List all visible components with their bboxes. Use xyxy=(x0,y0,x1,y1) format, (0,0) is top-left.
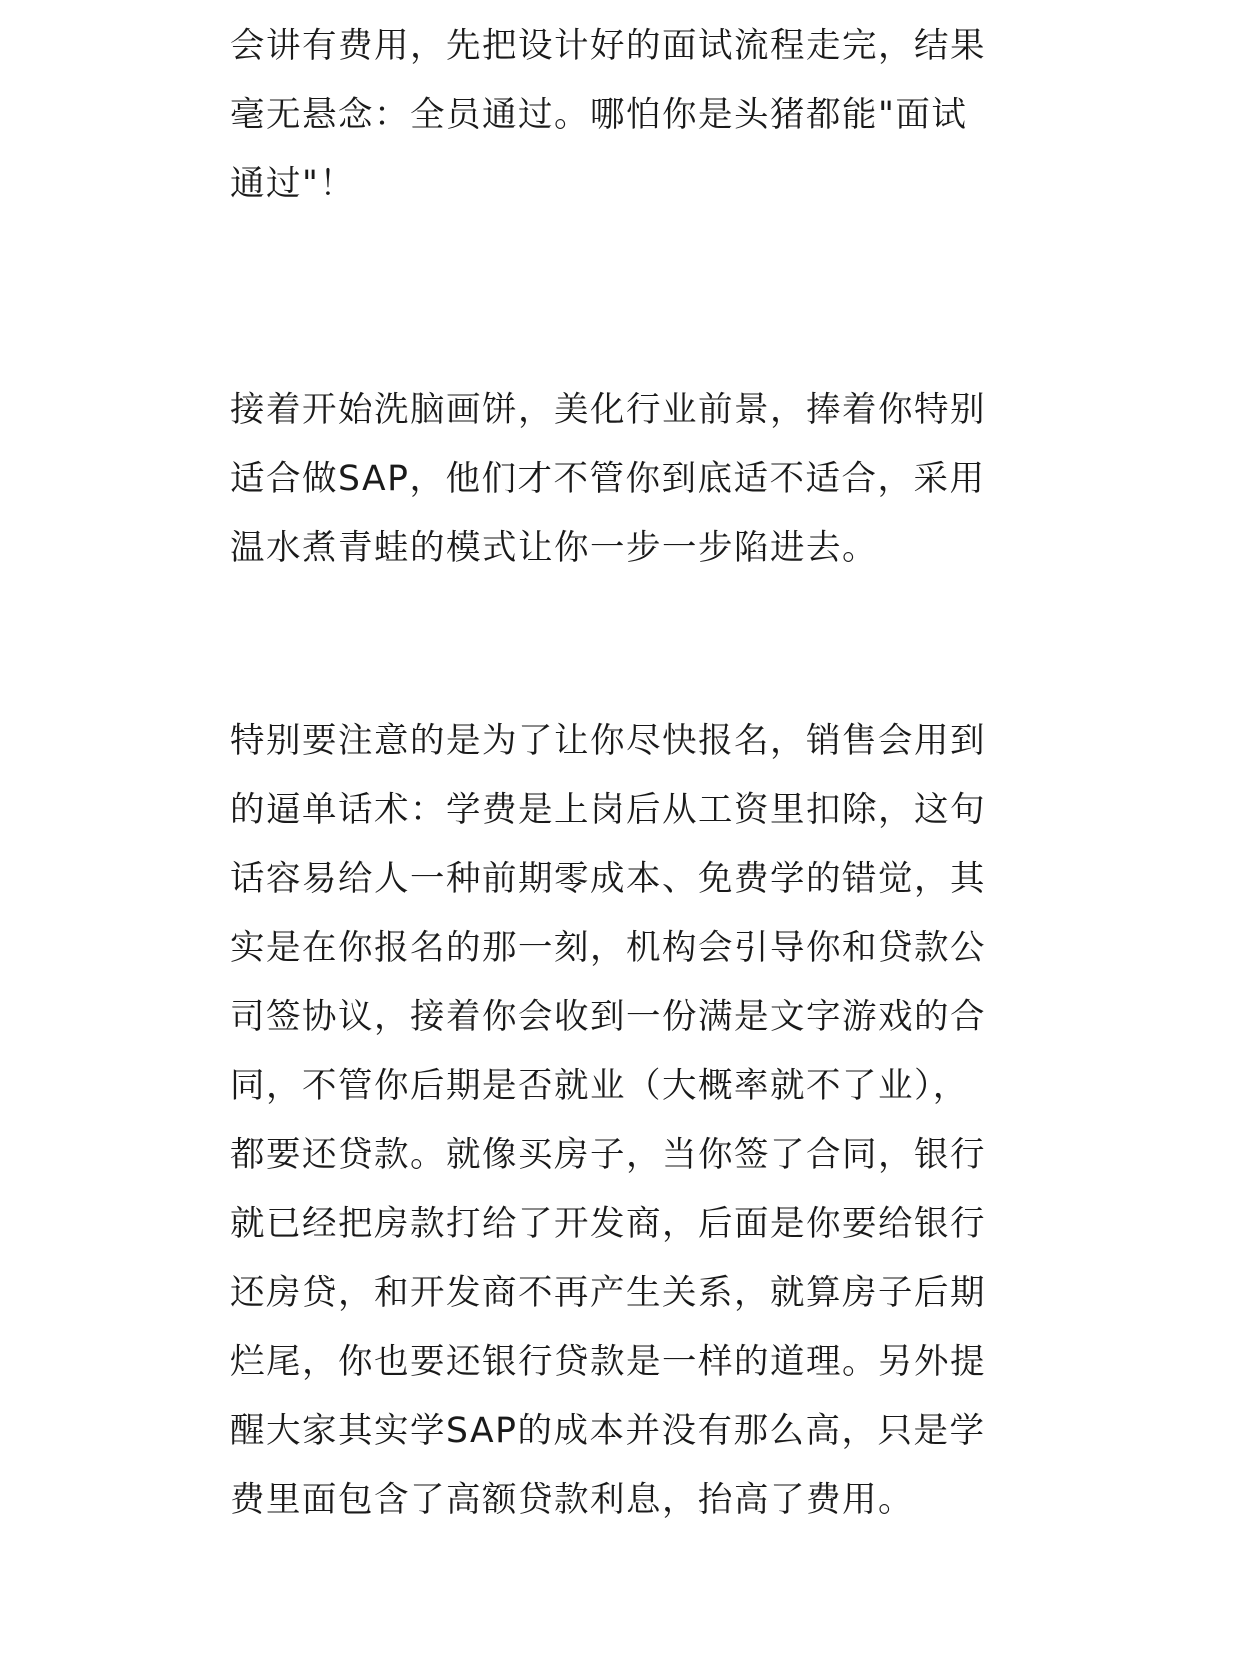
text-line: 司签协议，接着你会收到一份满是文字游戏的合 xyxy=(230,997,986,1037)
text-line: 实是在你报名的那一刻，机构会引导你和贷款公 xyxy=(230,928,986,968)
paragraph-interview-process xyxy=(230,12,1020,219)
text-line: 都要还贷款。就像买房子，当你签了合同，银行 xyxy=(230,1135,986,1175)
text-line: 通过"！ xyxy=(230,164,356,204)
text-line: 的逼单话术：学费是上岗后从工资里扣除，这句 xyxy=(230,790,986,830)
paragraph-loan-warning xyxy=(230,707,1020,1535)
text-line: 接着开始洗脑画饼，美化行业前景，捧着你特别 xyxy=(230,390,986,430)
text-line: 醒大家其实学SAP的成本并没有那么高，只是学 xyxy=(230,1411,986,1451)
text-line: 话容易给人一种前期零成本、免费学的错觉，其 xyxy=(230,859,986,899)
text-line: 还房贷，和开发商不再产生关系，就算房子后期 xyxy=(230,1273,986,1313)
text-line: 毫无悬念：全员通过。哪怕你是头猪都能"面试 xyxy=(230,95,968,135)
text-line: 适合做SAP，他们才不管你到底适不适合，采用 xyxy=(230,459,986,499)
paragraph-brainwashing xyxy=(230,376,1020,583)
text-line: 费里面包含了高额贷款利息，抬高了费用。 xyxy=(230,1480,914,1520)
text-line: 温水煮青蛙的模式让你一步一步陷进去。 xyxy=(230,528,878,568)
text-line: 同，不管你后期是否就业（大概率就不了业）， xyxy=(230,1066,969,1106)
text-line: 就已经把房款打给了开发商，后面是你要给银行 xyxy=(230,1204,986,1244)
text-line: 会讲有费用，先把设计好的面试流程走完，结果 xyxy=(230,26,986,66)
text-line: 特别要注意的是为了让你尽快报名，销售会用到 xyxy=(230,721,986,761)
text-line: 烂尾，你也要还银行贷款是一样的道理。另外提 xyxy=(230,1342,986,1382)
